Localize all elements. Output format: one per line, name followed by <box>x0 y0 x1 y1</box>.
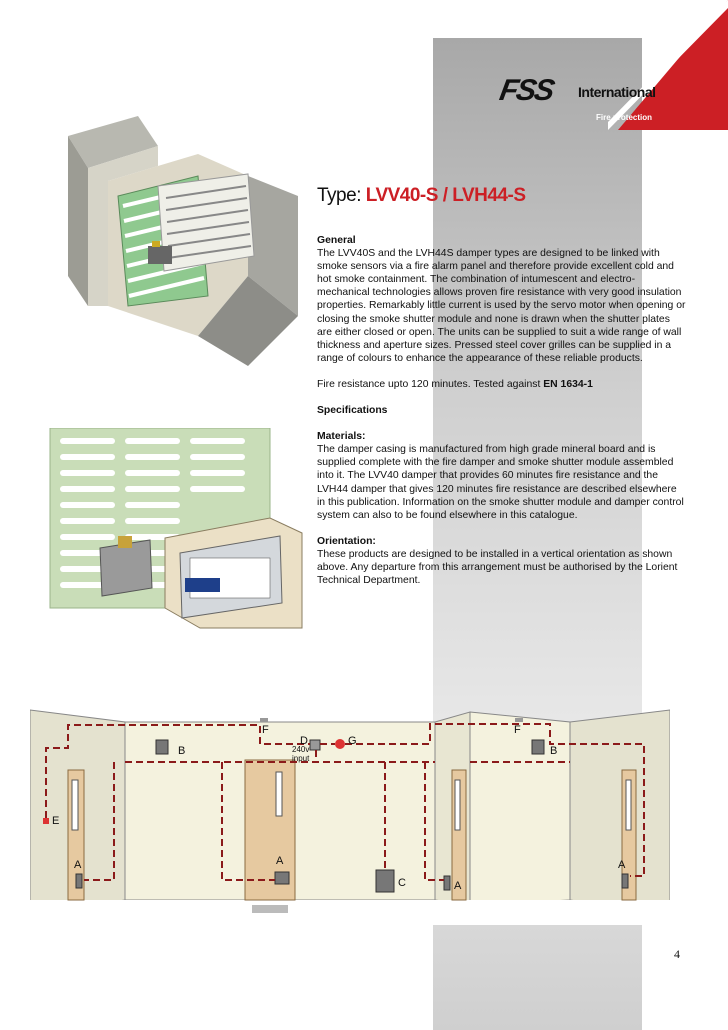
label-input-1: 240v <box>292 745 310 754</box>
product-description <box>317 234 687 600</box>
label-input-2: input <box>292 754 310 763</box>
specifications-section <box>317 404 687 417</box>
fire-resistance-line <box>317 378 687 391</box>
orientation-heading: Orientation: <box>317 535 376 547</box>
label-c: C <box>398 877 406 889</box>
title-code: LVV40-S / LVH44-S <box>365 185 526 206</box>
label-d: D <box>300 735 308 747</box>
label-f-left: F <box>262 724 269 736</box>
grille-and-control-panel-illustration <box>40 428 310 638</box>
orientation-text: These products are designed to be installed in a vertical orientation as shown above. Any departure from this arrangement must be authorised by the Lorient Technical Department. <box>317 548 678 587</box>
specifications-heading: Specifications <box>317 405 388 417</box>
orientation-section <box>317 535 687 587</box>
fss-logo <box>497 74 700 107</box>
product-title <box>317 185 526 207</box>
label-b-left: B <box>178 745 186 757</box>
logo-main-text: FSS <box>497 74 556 107</box>
label-a-mid: A <box>454 880 462 892</box>
materials-heading: Materials: <box>317 431 366 443</box>
damper-installation-illustration <box>48 106 304 366</box>
room-wiring-diagram <box>30 700 670 925</box>
label-f-right: F <box>514 724 521 736</box>
general-heading: General <box>317 235 356 246</box>
label-a-center: A <box>276 855 284 867</box>
label-e: E <box>52 815 60 827</box>
label-a-right: A <box>618 859 626 871</box>
label-b-right: B <box>550 745 558 757</box>
fire-standard: EN 1634-1 <box>543 378 593 390</box>
tagline: Fire protection <box>596 113 653 122</box>
title-prefix: Type: <box>317 185 366 206</box>
logo-sub-text: International <box>578 84 656 100</box>
page-number: 4 <box>674 947 680 961</box>
general-section <box>317 234 687 365</box>
fire-text: Fire resistance upto 120 minutes. Tested against <box>317 378 544 390</box>
materials-text: The damper casing is manufactured from high grade mineral board and is supplied complete with the fire damper and smoke shutter module assembled into it. The LVV40 damper that provides 60 minutes fire resistance and the LVH44 damper that gives 120 minutes fire resistance are described elsewhere in this publication. Information on the smoke shutter module and damper control system can also to be found elsewhere in this catalogue. <box>317 444 684 521</box>
materials-section <box>317 430 687 522</box>
label-g: G <box>348 735 357 747</box>
general-text: The LVV40S and the LVH44S damper types are designed to be linked with smoke sensors via a fire alarm panel and therefore provide excellent cold and hot smoke containment. The combination of intumescent and electro-mechanical technologies allows proven fire resistance with very good insulation properties. Remarkably little current is used by the servo motor when opening or closing the smoke shutter module and none is drawn when the shutter plates are either closed or open. The units can be supplied to suit a wide range of wall thickness and aperture sizes. Pressed steel cover grilles can be supplied in a range of colours to enhance the appearance of these reliable products. <box>317 248 686 364</box>
label-a-left: A <box>74 859 82 871</box>
red-corner-decoration <box>608 0 728 130</box>
